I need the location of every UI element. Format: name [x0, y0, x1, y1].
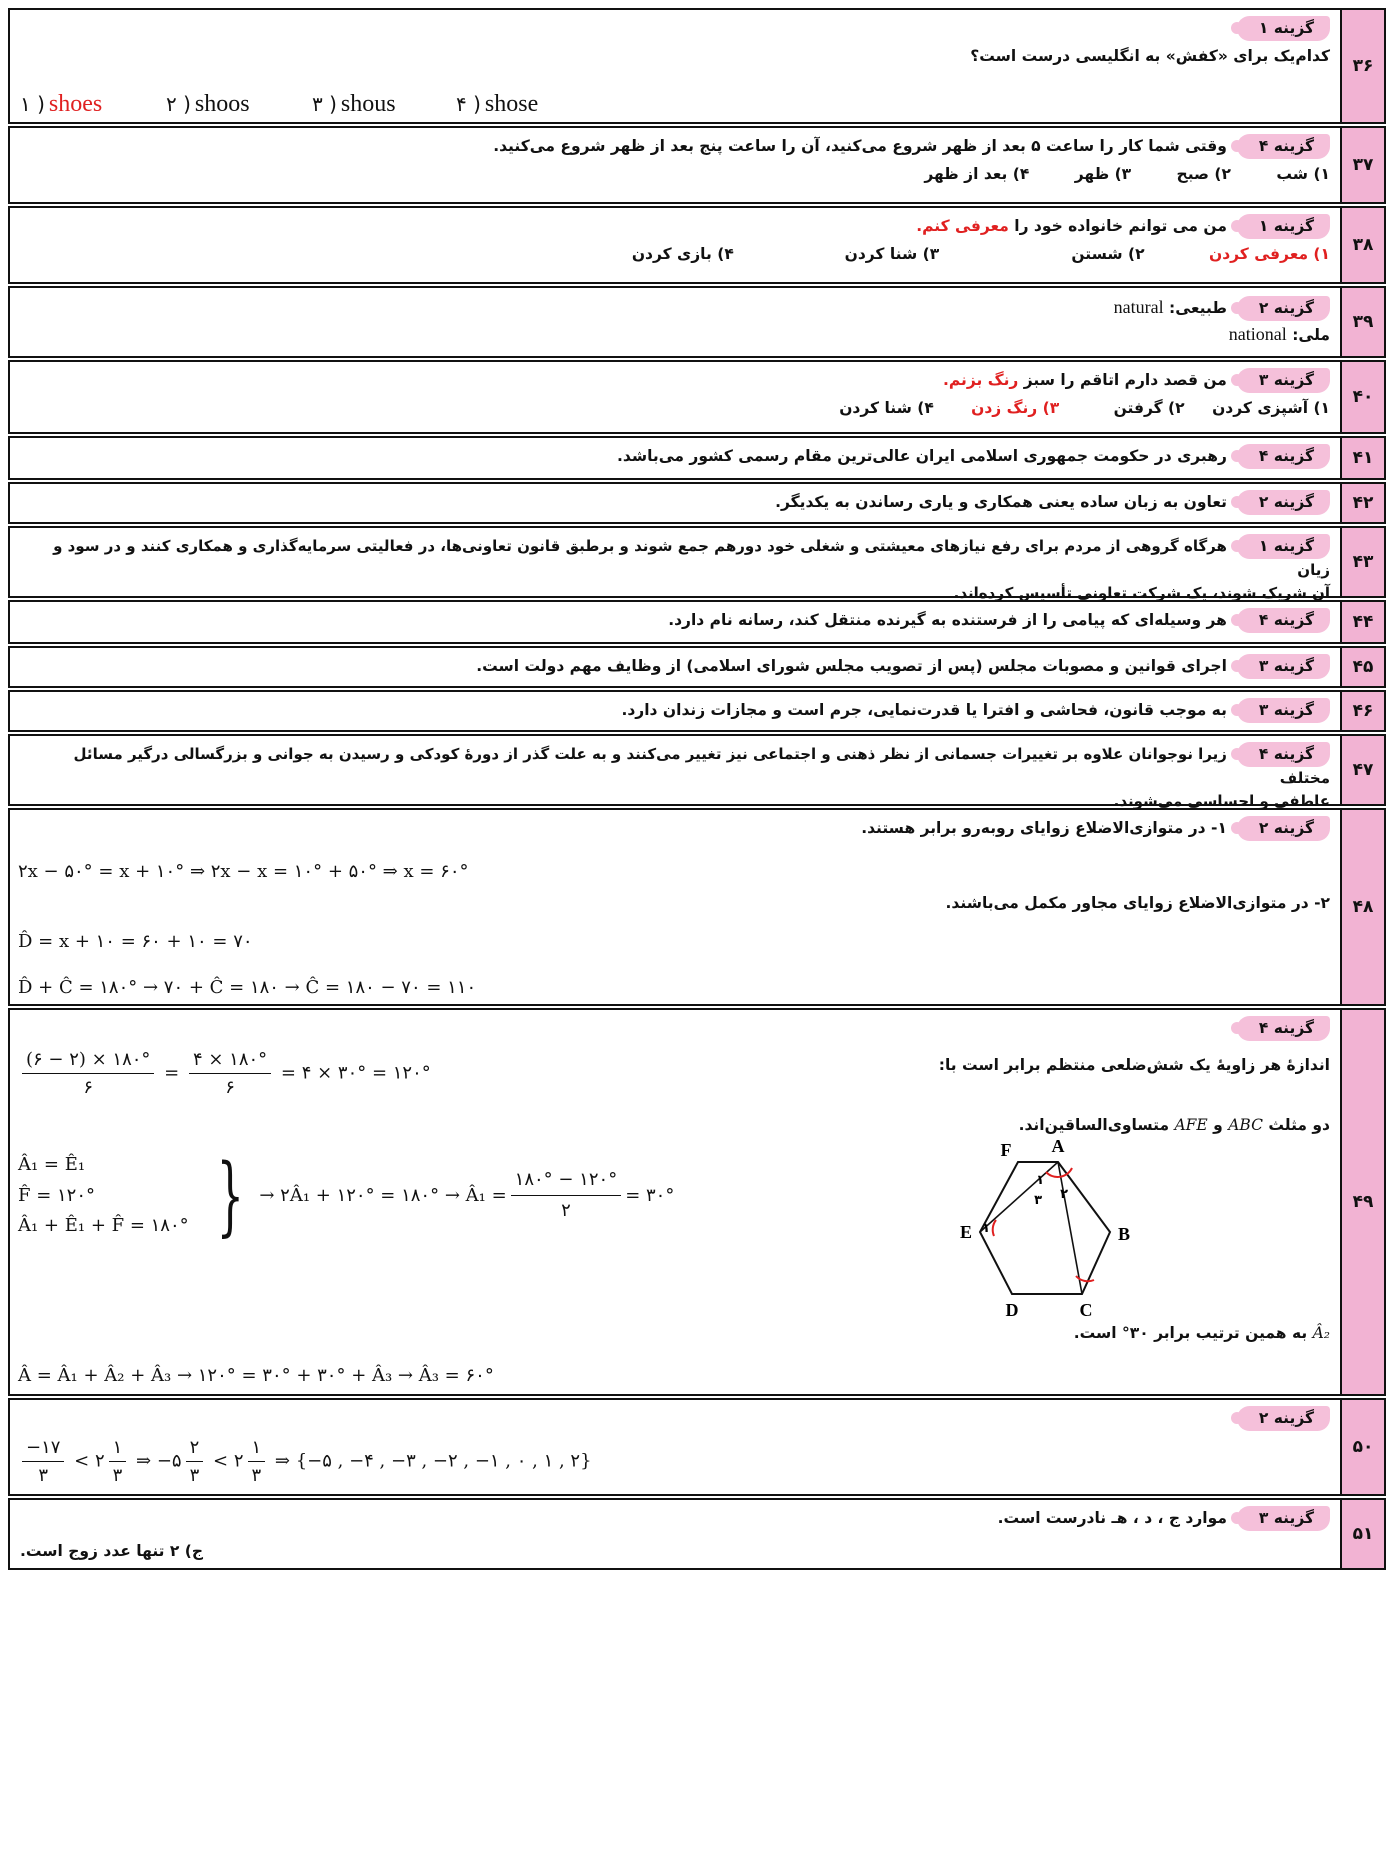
answer-text-line2: آن شریک شوند، یک شرکت تعاونی تأسیس کرده‌اند.: [953, 583, 1330, 602]
question-row-50: [8, 1398, 1386, 1496]
equation: Â = Â₁ + Â₂ + Â₃ → ۱۲۰° = ۳۰° + ۳۰° + Â₃ → Â₃ = ۶۰°: [18, 1365, 494, 1386]
step-text: ۱- در متوازی‌الاضلاع زوایای روبه‌رو برابر هستند.: [861, 819, 1227, 837]
question-number: ۳۹: [1340, 288, 1384, 356]
option-4: ۴ ) shose: [456, 91, 539, 117]
diagonal-AC: [1058, 1162, 1082, 1294]
question-number: ۴۳: [1340, 528, 1384, 596]
angle-mark-E: [993, 1220, 996, 1236]
question-number: ۴۹: [1340, 1010, 1384, 1394]
highlight-text: معرفی کنم.: [916, 217, 1009, 235]
vertex-label-C: C: [1079, 1300, 1093, 1320]
answer-badge: گزینه ۱: [1237, 16, 1330, 41]
answer-body: [10, 362, 1340, 432]
question-row-47: [8, 734, 1386, 810]
answer-body: [10, 1010, 1340, 1394]
answer-body: [10, 1500, 1340, 1568]
option-3: ۳) شنا کردن: [844, 245, 940, 264]
option-3: ۳ ) shous: [312, 91, 396, 117]
step-text: اندازهٔ هر زاویهٔ یک شش‌ضلعی منتظم برابر است با:: [938, 1056, 1330, 1074]
answer-body: [10, 438, 1340, 478]
equation: ۲x − ۵۰° = x + ۱۰° ⇒ ۲x − x = ۱۰° + ۵۰° ⇒ x = ۶۰°: [18, 861, 469, 882]
question-number: ۳۸: [1340, 208, 1384, 282]
answer-badge: گزینه ۱: [1237, 534, 1330, 559]
answer-body: [10, 1400, 1340, 1494]
english-word: natural: [1113, 297, 1164, 317]
question-number: ۴۲: [1340, 484, 1384, 522]
question-text: کدام‌یک برای «کفش» به انگلیسی درست است؟: [970, 47, 1330, 66]
answer-body: [10, 484, 1340, 522]
question-number: ۴۸: [1340, 810, 1384, 1004]
vertex-label-A: A: [1051, 1140, 1065, 1156]
question-row-41: [8, 436, 1386, 480]
answer-badge: گزینه ۳: [1237, 654, 1330, 679]
answer-body: [10, 10, 1340, 122]
answer-text: به موجب قانون، فحاشی و افترا یا قدرت‌نمایی، جرم است و مجازات زندان دارد.: [621, 701, 1227, 719]
option-1: ۱ ) shoes: [20, 91, 103, 117]
option-2: ۲ ) shoos: [166, 91, 250, 117]
answer-text-line2: عاطفی و احساسی می‌شوند.: [1113, 791, 1330, 810]
question-row-48: [8, 808, 1386, 1006]
answer-body: [10, 692, 1340, 730]
question-row-46: [8, 690, 1386, 732]
inequality-equation: $\frac{-۱۷}{۳}$ < ۲ $\frac{۱}{۳}$ ⇒ −۵ $\frac{۲}{۳}$ < ۲ $\frac{۱}{۳}$ ⇒ {−۵ , −۴ , −۳ , −۲ , −۱ , ۰ , ۱ , ۲}: [18, 1434, 592, 1489]
question-row-40: [8, 360, 1386, 434]
question-number: ۳۷: [1340, 128, 1384, 202]
answer-text: هر وسیله‌ای که پیامی را از فرستنده به گیرنده منتقل کند، رسانه نام دارد.: [668, 611, 1227, 629]
question-row-36: [8, 8, 1386, 124]
answer-badge: گزینه ۴: [1237, 742, 1330, 767]
answer-badge: گزینه ۴: [1237, 608, 1330, 633]
angle-label-e1: ۱: [982, 1221, 990, 1236]
answer-text: هرگاه گروهی از مردم برای رفع نیازهای معیشتی و شغلی خود دورهم جمع شوند و برطبق قانون تعاونی‌ها، در فعالیتی سرمایه‌گذاری و همکاری کنند و در سود و زیان: [53, 537, 1330, 580]
answer-badge: گزینه ۴: [1237, 444, 1330, 469]
answer-body: [10, 602, 1340, 642]
option-3: ۳) رنگ زدن: [971, 399, 1060, 418]
equation: D̂ + Ĉ = ۱۸۰° → ۷۰ + Ĉ = ۱۸۰ → Ĉ = ۱۸۰ − ۷۰ = ۱۱۰: [18, 977, 477, 998]
question-text: وقتی شما کار را ساعت ۵ بعد از ظهر شروع می‌کنید، آن را ساعت پنج بعد از ظهر شروع می‌کنید.: [493, 137, 1227, 155]
question-number: ۴۷: [1340, 736, 1384, 804]
answer-badge: گزینه ۲: [1237, 1406, 1330, 1431]
answer-badge: گزینه ۳: [1237, 698, 1330, 723]
question-number: ۴۴: [1340, 602, 1384, 642]
answer-badge: گزینه ۲: [1237, 816, 1330, 841]
question-number: ۴۱: [1340, 438, 1384, 478]
answer-text: زیرا نوجوانان علاوه بر تغییرات جسمانی از نظر ذهنی و اجتماعی نیز تغییر می‌کنند و به علت گذر از دورهٔ کودکی و رسیدن به جوانی و بزرگسالی درگیر مسائل مختلف: [73, 745, 1330, 788]
question-row-44: [8, 600, 1386, 644]
option-4: ۴) بازی کردن: [631, 245, 734, 264]
question-row-51: [8, 1498, 1386, 1570]
answer-badge: گزینه ۲: [1237, 490, 1330, 515]
angle-label-3: ۳: [1034, 1193, 1042, 1208]
question-text: من می توانم خانواده خود را: [1014, 217, 1227, 235]
step-text: Â₂ به همین ترتیب برابر ۳۰° است.: [1073, 1324, 1330, 1342]
answer-body: [10, 128, 1340, 202]
highlight-text: رنگ بزنم.: [943, 371, 1019, 389]
question-row-38: [8, 206, 1386, 284]
option-2: ۲) صبح: [1176, 165, 1231, 184]
question-number: ۳۶: [1340, 10, 1384, 122]
answer-badge: گزینه ۱: [1237, 214, 1330, 239]
question-row-39: [8, 286, 1386, 358]
option-4: ۴) شنا کردن: [839, 399, 934, 418]
angle-label-2: ۲: [1060, 1187, 1068, 1202]
answer-badge: گزینه ۳: [1237, 368, 1330, 393]
question-number: ۴۰: [1340, 362, 1384, 432]
option-1: ۱) معرفی کردن: [1208, 245, 1330, 264]
meaning-label: ملی:: [1292, 326, 1330, 345]
question-text: من قصد دارم اتاقم را سبز: [1023, 371, 1227, 389]
vertex-label-B: B: [1117, 1224, 1131, 1244]
option-3: ۳) ظهر: [1074, 165, 1132, 184]
question-row-42: [8, 482, 1386, 524]
hexagon-diagram: [940, 1140, 1140, 1320]
equation-system: Â₁ = Ê₁ F̂ = ۱۲۰° Â₁ + Ê₁ + F̂ = ۱۸۰° } → ۲Â₁ + ۱۲۰° = ۱۸۰° → Â₁ = $\frac{۱۸۰^\circ - ۱۲۰^\circ}{۲}$ = ۳۰°: [18, 1145, 675, 1246]
step-text: ۲- در متوازی‌الاضلاع زوایای مجاور مکمل می‌باشند.: [945, 894, 1330, 912]
option-1: ۱) آشپزی کردن: [1212, 399, 1330, 418]
question-number: ۵۱: [1340, 1500, 1384, 1568]
option-2: ۲) شستن: [1071, 245, 1145, 264]
vertex-label-F: F: [1000, 1140, 1012, 1160]
angle-label-1: ۱: [1036, 1173, 1044, 1188]
answer-badge: گزینه ۳: [1237, 1506, 1330, 1531]
step-text: دو مثلث ABC و AFE متساوی‌الساقین‌اند.: [1018, 1116, 1330, 1134]
question-number: ۴۶: [1340, 692, 1384, 730]
answer-body: [10, 810, 1340, 1004]
question-row-49: [8, 1008, 1386, 1396]
question-number: ۴۵: [1340, 648, 1384, 686]
option-4: ۴) بعد از ظهر: [924, 165, 1030, 184]
answer-text: اجرای قوانین و مصوبات مجلس (پس از تصویب مجلس شورای اسلامی) از وظایف مهم دولت است.: [476, 657, 1227, 675]
answer-body: [10, 208, 1340, 282]
question-row-43: [8, 526, 1386, 602]
question-row-37: [8, 126, 1386, 204]
answer-text-line2: ج) ۲ تنها عدد زوج است.: [20, 1542, 203, 1560]
equation-hexagon-angle: $\frac{(۶ - ۲) \times ۱۸۰^\circ}{۶}$ = $\frac{۴ \times ۱۸۰^\circ}{۶}$ = ۴ × ۳۰° = ۱۲۰°: [18, 1046, 431, 1101]
answer-body: [10, 528, 1340, 602]
equation: D̂ = x + ۱۰ = ۶۰ + ۱۰ = ۷۰: [18, 931, 253, 952]
answer-text: تعاون به زبان ساده یعنی همکاری و یاری رساندن به یکدیگر.: [775, 493, 1227, 511]
answer-text: رهبری در حکومت جمهوری اسلامی ایران عالی‌ترین مقام رسمی کشور می‌باشد.: [617, 447, 1227, 465]
hexagon-outline: [980, 1162, 1110, 1294]
answer-badge: گزینه ۲: [1237, 296, 1330, 321]
answer-body: [10, 288, 1340, 356]
option-2: ۲) گرفتن: [1113, 399, 1185, 418]
english-word: national: [1228, 324, 1287, 345]
meaning-label: طبیعی:: [1169, 299, 1227, 317]
answer-body: [10, 648, 1340, 686]
answer-badge: گزینه ۴: [1237, 134, 1330, 159]
question-row-45: [8, 646, 1386, 688]
answer-body: [10, 736, 1340, 810]
answer-badge: گزینه ۴: [1237, 1016, 1330, 1041]
question-number: ۵۰: [1340, 1400, 1384, 1494]
option-1: ۱) شب: [1276, 165, 1330, 184]
vertex-label-E: E: [959, 1222, 973, 1242]
vertex-label-D: D: [1005, 1300, 1019, 1320]
answer-text: موارد ج ، د ، هـ نادرست است.: [997, 1509, 1227, 1527]
